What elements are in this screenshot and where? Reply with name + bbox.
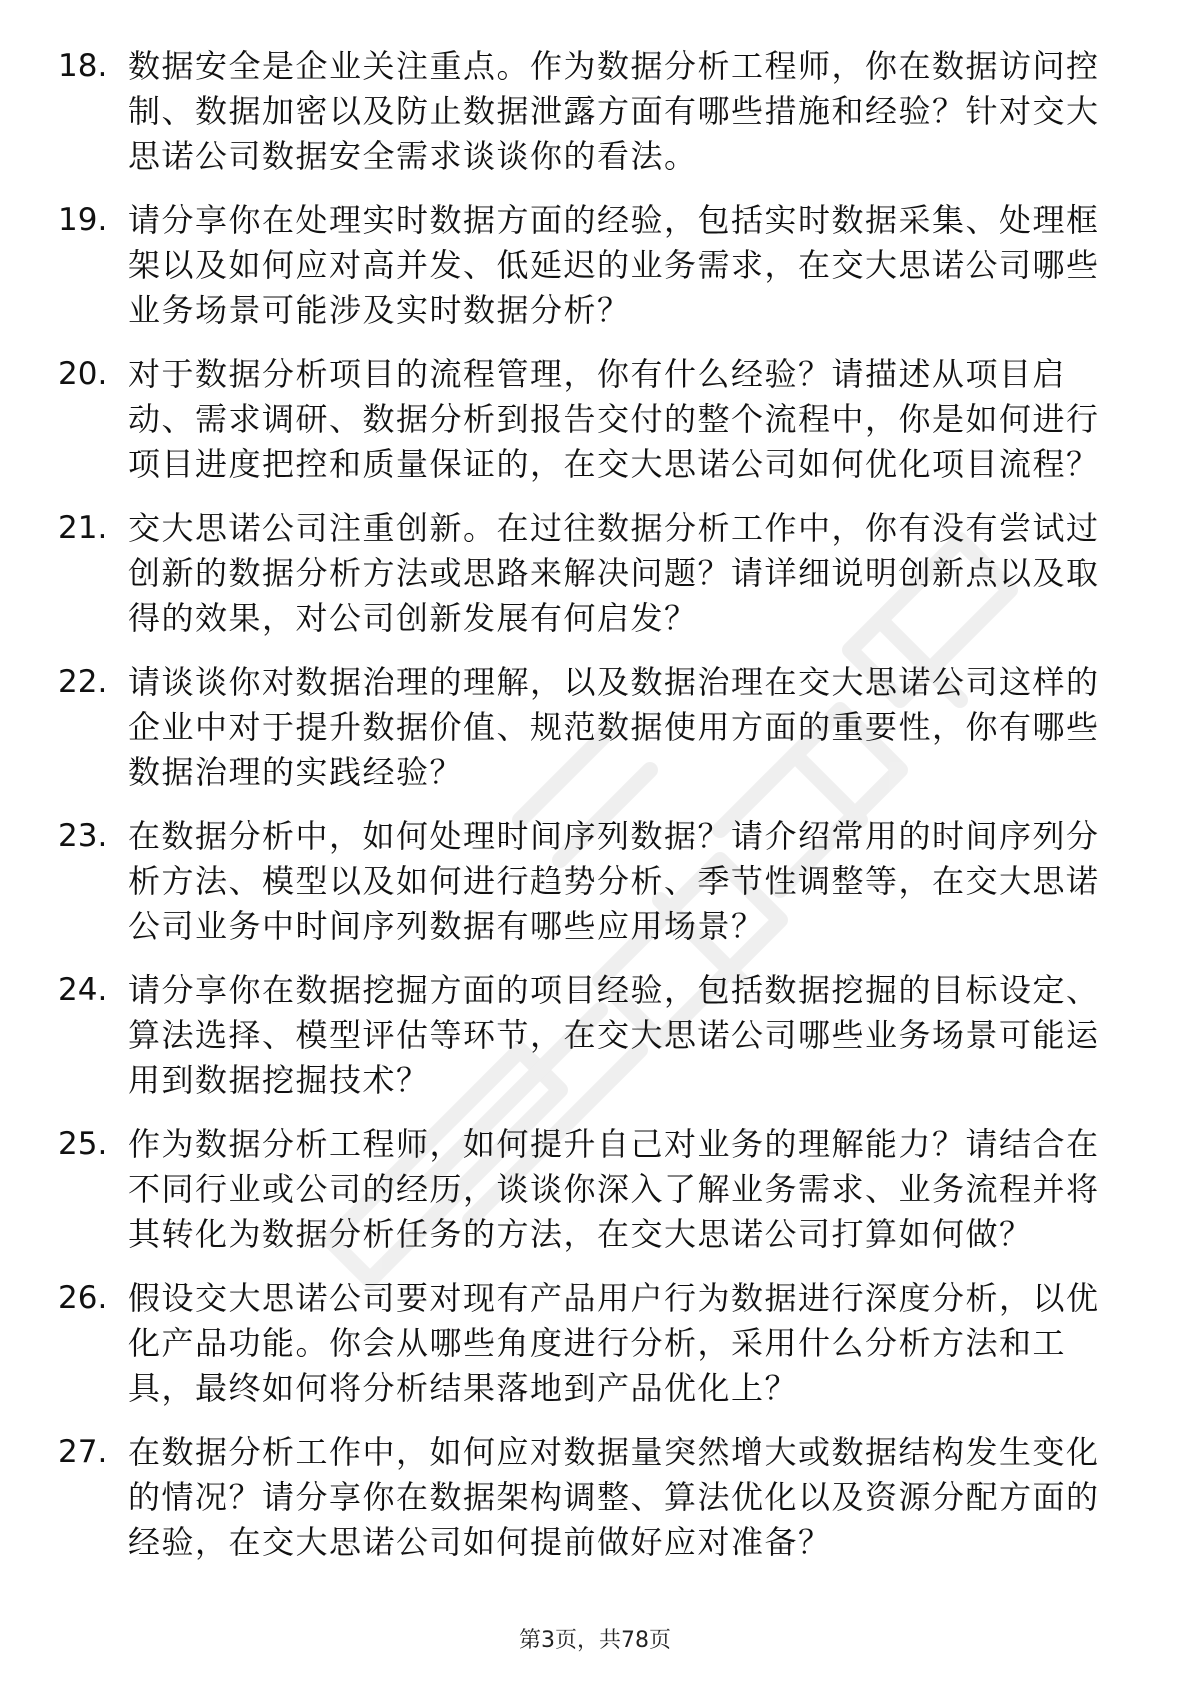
question-text: 在数据分析中，如何处理时间序列数据？请介绍常用的时间序列分析方法、模型以及如何进行趋势分析、季节性调整等，在交大思诺公司业务中时间序列数据有哪些应用场景？	[128, 817, 1100, 945]
question-number: 27.	[58, 1434, 108, 1470]
question-item	[58, 198, 1120, 333]
page-footer: 第3页，共78页	[519, 1628, 671, 1653]
question-number: 21.	[58, 510, 108, 546]
question-item	[58, 506, 1120, 641]
question-number: 18.	[58, 48, 108, 84]
question-number: 26.	[58, 1280, 108, 1316]
question-text: 请分享你在处理实时数据方面的经验，包括实时数据采集、处理框架以及如何应对高并发、低延迟的业务需求，在交大思诺公司哪些业务场景可能涉及实时数据分析？	[128, 201, 1100, 329]
question-number: 23.	[58, 818, 108, 854]
question-text: 作为数据分析工程师，如何提升自己对业务的理解能力？请结合在不同行业或公司的经历，谈谈你深入了解业务需求、业务流程并将其转化为数据分析任务的方法，在交大思诺公司打算如何做？	[128, 1125, 1100, 1253]
question-item	[58, 660, 1120, 795]
question-number: 24.	[58, 972, 108, 1008]
question-item	[58, 968, 1120, 1103]
question-number: 20.	[58, 356, 108, 392]
question-text: 假设交大思诺公司要对现有产品用户行为数据进行深度分析，以优化产品功能。你会从哪些角度进行分析，采用什么分析方法和工具，最终如何将分析结果落地到产品优化上？	[128, 1279, 1100, 1407]
question-number: 19.	[58, 202, 108, 238]
question-item	[58, 814, 1120, 949]
question-text: 对于数据分析项目的流程管理，你有什么经验？请描述从项目启动、需求调研、数据分析到报告交付的整个流程中，你是如何进行项目进度把控和质量保证的，在交大思诺公司如何优化项目流程？	[128, 355, 1100, 483]
question-item	[58, 352, 1120, 487]
question-text: 在数据分析工作中，如何应对数据量突然增大或数据结构发生变化的情况？请分享你在数据架构调整、算法优化以及资源分配方面的经验，在交大思诺公司如何提前做好应对准备？	[128, 1433, 1100, 1561]
question-number: 25.	[58, 1126, 108, 1162]
question-item	[58, 1430, 1120, 1565]
question-text: 请谈谈你对数据治理的理解，以及数据治理在交大思诺公司这样的企业中对于提升数据价值、规范数据使用方面的重要性，你有哪些数据治理的实践经验？	[128, 663, 1100, 791]
question-list	[58, 44, 1120, 1584]
question-text: 交大思诺公司注重创新。在过往数据分析工作中，你有没有尝试过创新的数据分析方法或思路来解决问题？请详细说明创新点以及取得的效果，对公司创新发展有何启发？	[128, 509, 1100, 637]
question-text: 请分享你在数据挖掘方面的项目经验，包括数据挖掘的目标设定、算法选择、模型评估等环节，在交大思诺公司哪些业务场景可能运用到数据挖掘技术？	[128, 971, 1100, 1099]
question-item	[58, 44, 1120, 179]
question-number: 22.	[58, 664, 108, 700]
question-text: 数据安全是企业关注重点。作为数据分析工程师，你在数据访问控制、数据加密以及防止数据泄露方面有哪些措施和经验？针对交大思诺公司数据安全需求谈谈你的看法。	[128, 47, 1100, 175]
question-item	[58, 1122, 1120, 1257]
question-item	[58, 1276, 1120, 1411]
